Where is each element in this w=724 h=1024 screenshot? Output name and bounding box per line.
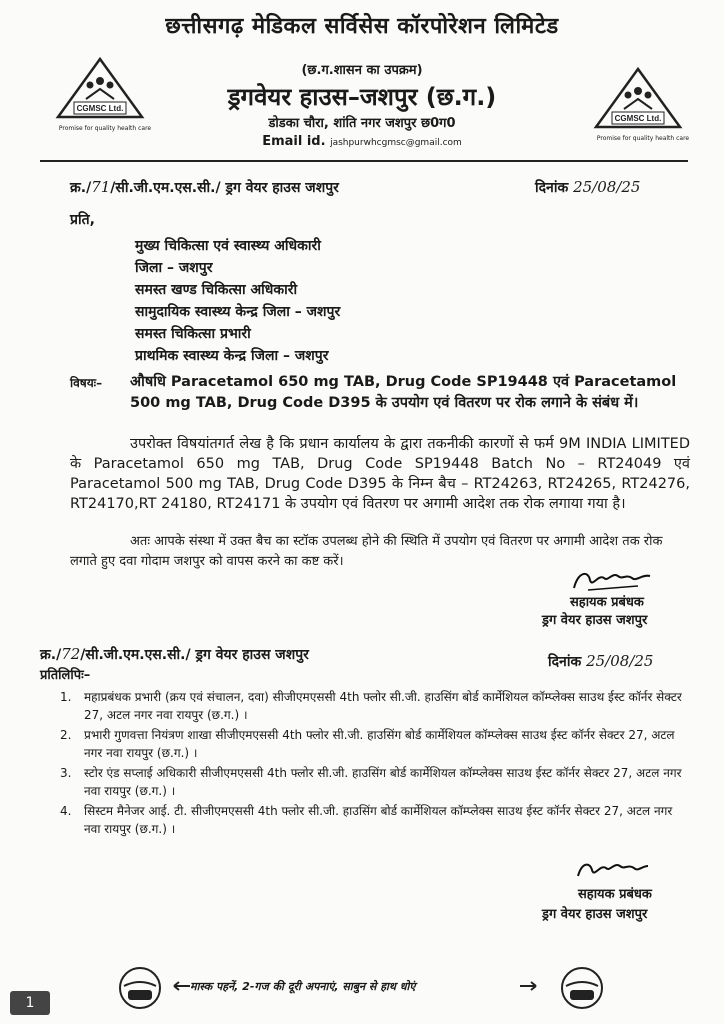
govt-undertaking: (छ.ग.शासन का उपक्रम) (301, 63, 423, 78)
ref-number: 71 (91, 178, 111, 196)
copy-ref-prefix: क्र./ (40, 647, 62, 663)
recipient-line: सामुदायिक स्वास्थ्य केन्द्र जिला – जशपुर (135, 304, 341, 320)
sig-1-office: ड्रग वेयर हाउस जशपुर (542, 613, 648, 628)
mask-face-left-icon (110, 964, 170, 1012)
organization-name: छत्तीसगढ़ मेडिकल सर्विसेस कॉरपोरेशन लिमिटेड (165, 14, 559, 39)
mask-face-right-icon (552, 964, 612, 1012)
copy-ref-number: 72 (61, 645, 81, 663)
list-item-text: प्रभारी गुणवत्ता नियंत्रण शाखा सीजीएमएससी 4th फ्लोर सी.जी. हाउसिंग बोर्ड कार्मेशियल कॉम्प्लेक्स साउथ ईस्ट कॉर्नर सेक्टर 27, अटल नगर नवा रायपुर (छ.ग.) । (84, 728, 675, 760)
signature-2 (572, 858, 652, 884)
recipient-line: प्राथमिक स्वास्थ्य केन्द्र जिला – जशपुर (135, 348, 329, 364)
footer-slogan: मास्क पहनें, 2-गज की दूरी अपनाएं, साबुन से हाथ धोएं (190, 980, 416, 993)
ref-suffix: /सी.जी.एम.एस.सी./ ड्रग वेयर हाउस जशपुर (110, 180, 339, 196)
email-label: Email id. (262, 134, 326, 149)
copy-ref-suffix: /सी.जी.एम.एस.सी./ ड्रग वेयर हाउस जशपुर (80, 647, 309, 663)
recipient-line: समस्त खण्ड चिकित्सा अधिकारी (135, 282, 298, 298)
copy-recipient-list (60, 688, 690, 840)
page-number-badge: 1 (10, 991, 50, 1015)
email-address[interactable]: jashpurwhcgmsc@gmail.com (330, 138, 462, 148)
list-item (60, 688, 690, 724)
logo-right-text: CGMSC Ltd. (614, 114, 662, 123)
arrow-left-icon (172, 980, 192, 992)
ref-prefix: क्र./ (70, 180, 92, 196)
list-item (60, 764, 690, 800)
list-item-text: स्टोर एंड सप्लाई अधिकारी सीजीएमएससी 4th फ्लोर सी.जी. हाउसिंग बोर्ड कार्मेशियल कॉम्प्लेक्स साउथ ईस्ट कॉर्नर सेक्टर 27, अटल नगर नवा रायपुर (छ.ग.) । (84, 766, 682, 798)
recipient-line: मुख्य चिकित्सा एवं स्वास्थ्य अधिकारी (135, 238, 321, 254)
header-divider (40, 160, 688, 162)
sig-2-designation: सहायक प्रबंधक (578, 887, 652, 902)
handwritten-signature-icon (572, 858, 652, 884)
subject-text: औषधि Paracetamol 650 mg TAB, Drug Code SP19448 एवं Paracetamol 500 mg TAB, Drug Code D395 के उपयोग एवं वितरण पर रोक लगाने के संबंध में। (130, 374, 677, 411)
reference-line (70, 178, 339, 197)
body-paragraph-1: उपरोक्त विषयांतगर्त लेख है कि प्रधान कार्यालय के द्वारा तकनीकी कारणों से फर्म 9M INDIA LIMITED के Paracetamol 650 mg TAB, Drug Code SP19448 Batch No – RT24049 एवं Paracetamol 500 mg TAB, Drug Code D395 के निम्न बैच – RT24263, RT24265, RT24276, RT24170,RT 24180, RT24171 के उपयोग एवं वितरण पर अगामी आदेश तक रोक लगाया गया है। (70, 436, 690, 512)
list-item-text: महाप्रबंधक प्रभारी (क्रय एवं संचालन, दवा) सीजीएमएससी 4th फ्लोर सी.जी. हाउसिंग बोर्ड कार्मेशियल कॉम्प्लेक्स साउथ ईस्ट कॉर्नर सेक्टर 27, अटल नगर नवा रायपुर (छ.ग.) । (84, 690, 682, 722)
date-value: 25/08/25 (573, 178, 641, 196)
to-label: प्रति, (70, 212, 95, 228)
logo-left-tagline: Promise for quality health care (58, 125, 152, 132)
email-line (0, 134, 724, 149)
copy-date-label: दिनांक (548, 654, 582, 670)
date-label: दिनांक (535, 180, 569, 196)
logo-left-text: CGMSC Ltd. (76, 104, 124, 113)
recipient-line: जिला – जशपुर (135, 260, 213, 276)
subject-label: विषयः– (70, 376, 103, 390)
list-item-number: 4. (60, 804, 72, 818)
body-paragraph-2: अतः आपके संस्था में उक्त बैच का स्टॉक उपलब्ध होने की स्थिति में उपयोग एवं वितरण पर अगामी आदेश तक रोक लगाते हुए दवा गोदाम जशपुर को वापस करने का कष्ट करें। (70, 534, 663, 569)
list-item-number: 2. (60, 728, 72, 742)
list-item (60, 802, 690, 838)
office-address: डोडका चौरा, शांति नगर जशपुर छ0ग0 (268, 116, 456, 131)
recipient-line: समस्त चिकित्सा प्रभारी (135, 326, 251, 342)
list-item-number: 1. (60, 690, 72, 704)
sig-2-office: ड्रग वेयर हाउस जशपुर (542, 907, 648, 922)
list-item-text: सिस्टम मैनेजर आई. टी. सीजीएमएससी 4th फ्लोर सी.जी. हाउसिंग बोर्ड कार्मेशियल कॉम्प्लेक्स साउथ ईस्ट कॉर्नर सेक्टर 27, अटल नगर नवा रायपुर (छ.ग.) । (84, 804, 673, 836)
copy-reference-line (40, 645, 309, 664)
copy-label: प्रतिलिपिः– (40, 668, 91, 683)
unit-name: ड्रगवेयर हाउस–जशपुर (छ.ग.) (227, 83, 497, 111)
arrow-right-icon (518, 980, 538, 992)
copy-date-value: 25/08/25 (586, 652, 654, 670)
copy-date (548, 652, 653, 671)
sig-1-designation: सहायक प्रबंधक (570, 595, 644, 610)
logo-right-tagline: Promise for quality health care (596, 135, 690, 142)
letter-date (535, 178, 640, 197)
list-item (60, 726, 690, 762)
list-item-number: 3. (60, 766, 72, 780)
